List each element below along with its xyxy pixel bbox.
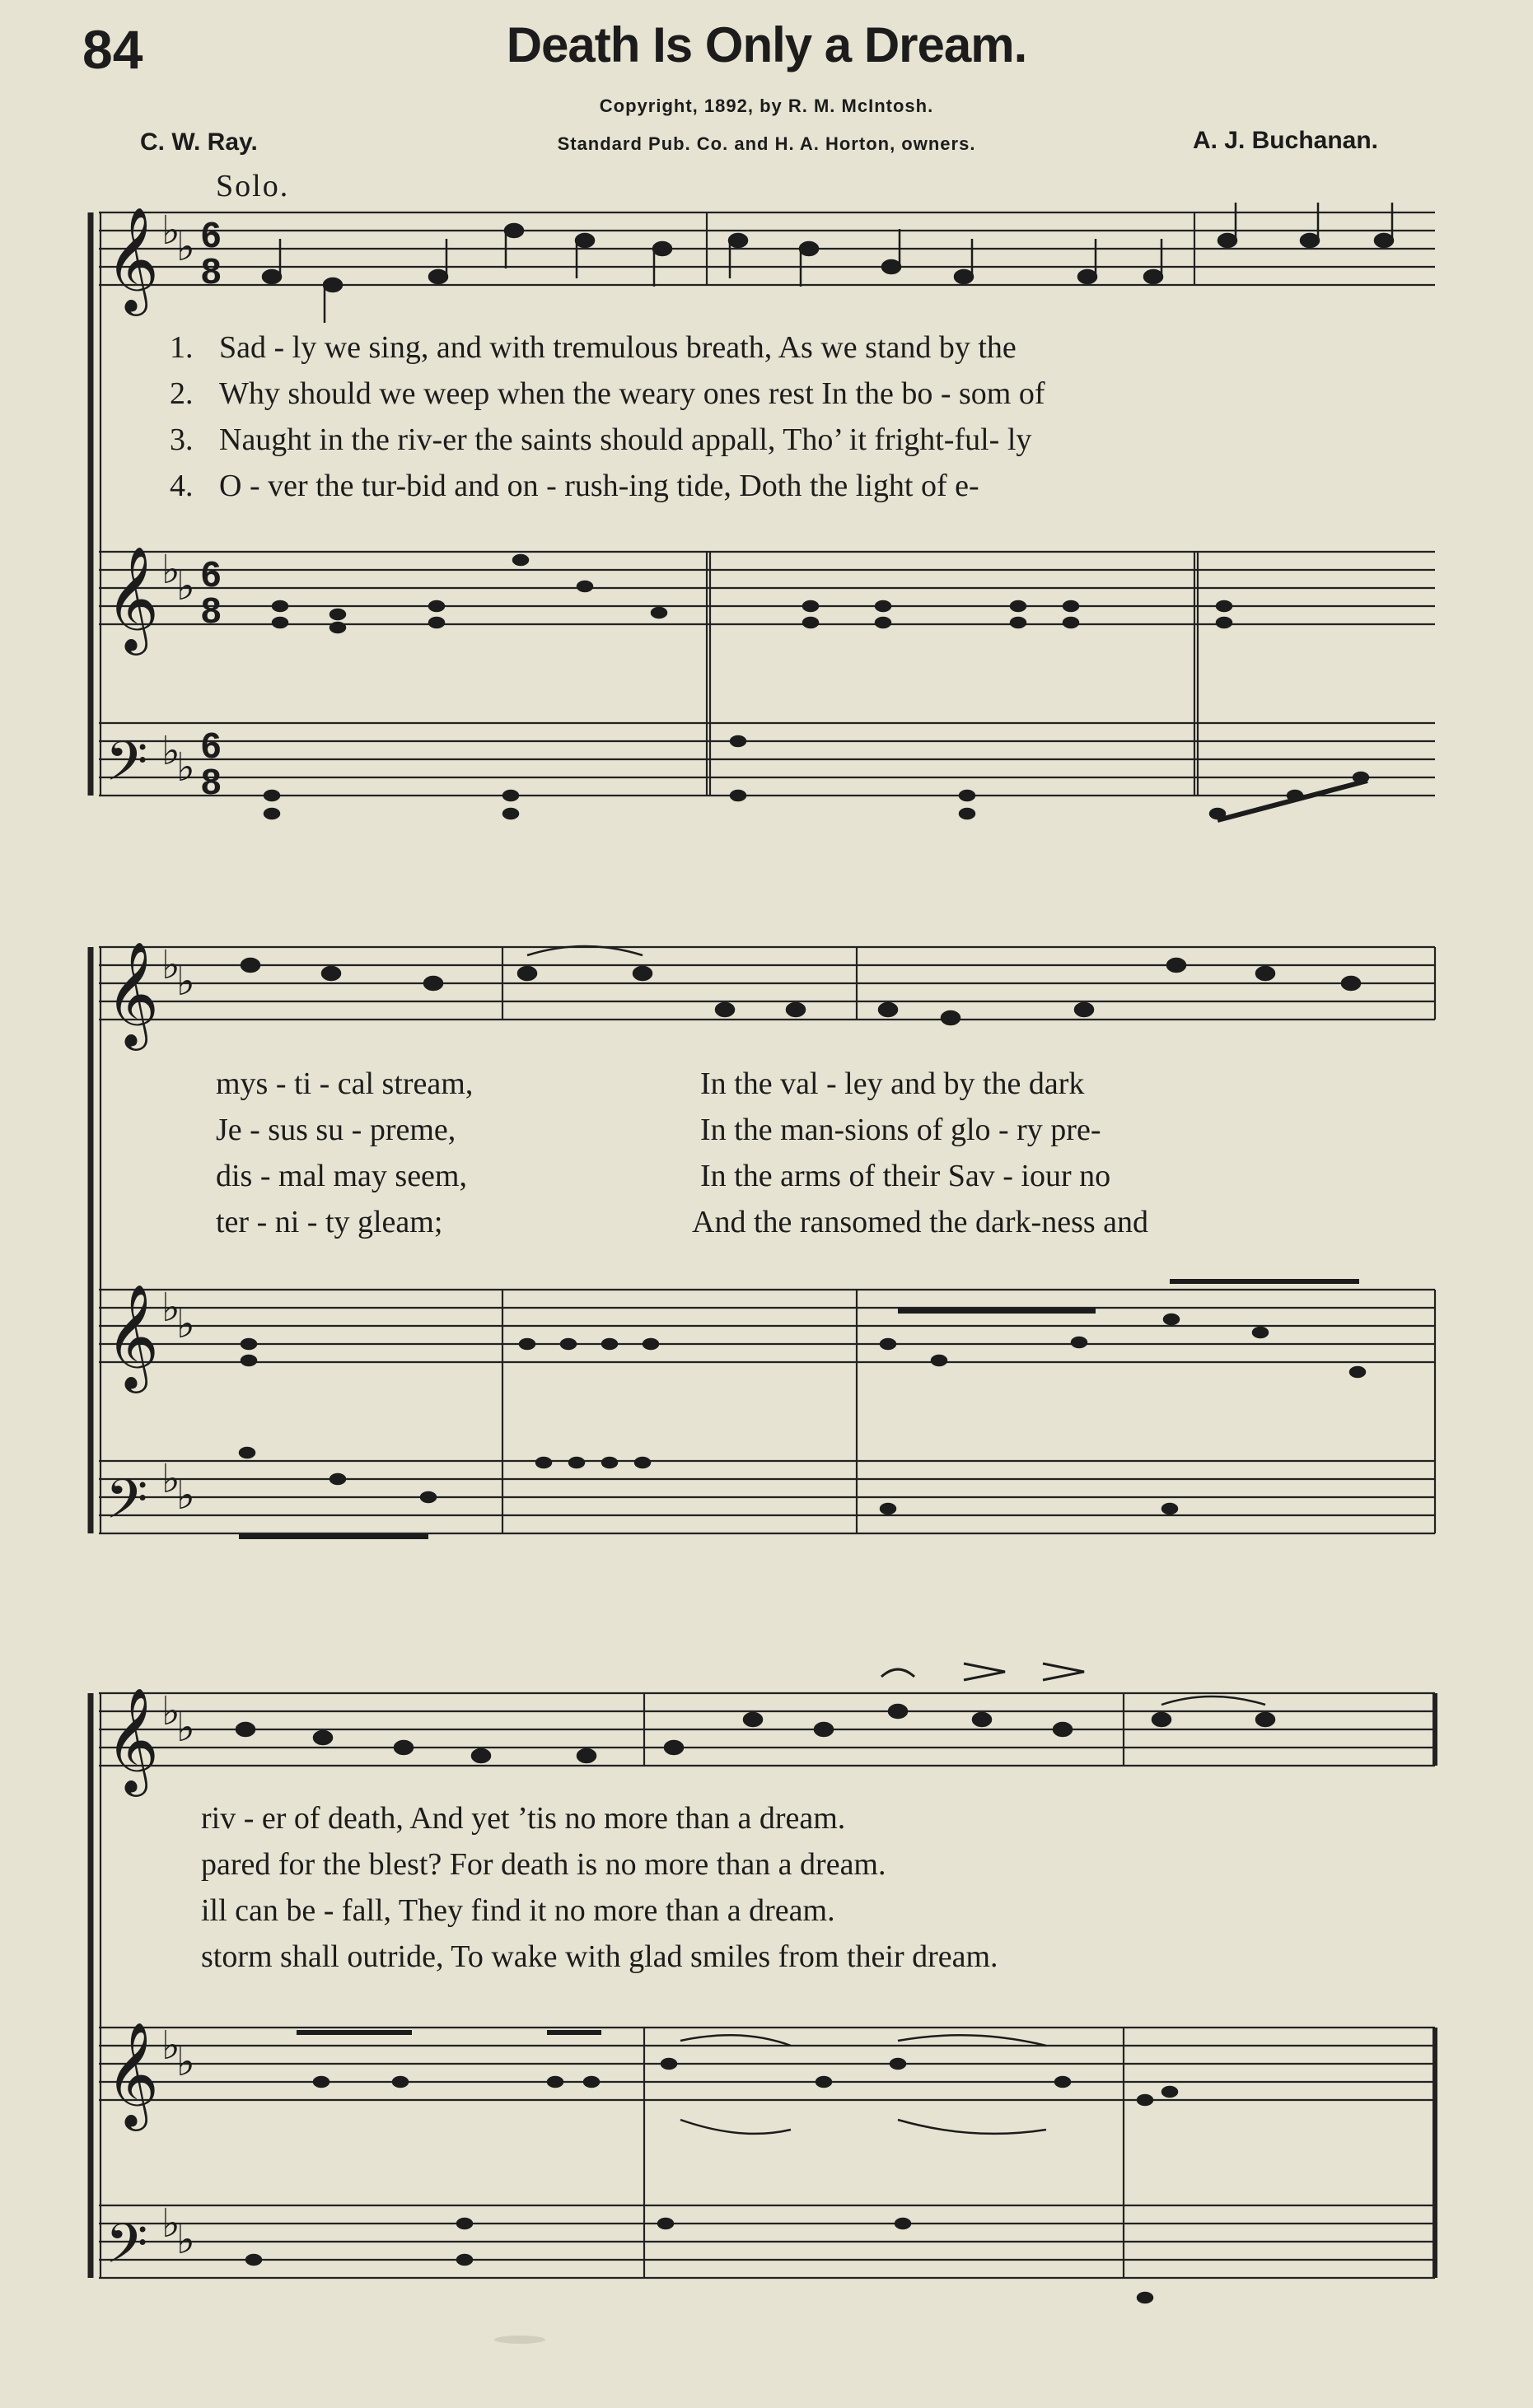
svg-text:♭: ♭ bbox=[161, 1285, 180, 1331]
svg-text:♭: ♭ bbox=[176, 959, 195, 1005]
svg-text:♭: ♭ bbox=[161, 547, 180, 593]
svg-text:8: 8 bbox=[201, 590, 222, 631]
svg-text:8: 8 bbox=[201, 251, 222, 292]
svg-text:♭: ♭ bbox=[176, 744, 195, 791]
staff-system3-melody bbox=[99, 1693, 1435, 1766]
verse-line bbox=[170, 468, 1414, 504]
copyright-notice: Copyright, 1892, by R. M. McIntosh. bbox=[599, 96, 934, 116]
verse-line: riv - er of death, And yet ’tis no more than a dream. bbox=[201, 1801, 846, 1836]
verse-line bbox=[170, 376, 1414, 412]
verse-number: 1. bbox=[170, 330, 194, 365]
verse-line bbox=[170, 329, 1414, 366]
verse-line-left: ter - ni - ty gleam; bbox=[216, 1205, 443, 1239]
staff-system2-melody bbox=[99, 947, 1435, 1020]
svg-text:𝄞: 𝄞 bbox=[105, 940, 160, 1046]
hymn-title: Death Is Only a Dream. bbox=[506, 17, 1027, 72]
staff-system1-treble bbox=[99, 552, 1435, 624]
svg-text:♭: ♭ bbox=[176, 1705, 195, 1751]
page-number: 84 bbox=[82, 19, 143, 80]
verse-number: 4. bbox=[170, 469, 194, 503]
verse-text: O - ver the tur-bid and on - rush-ing tide, Doth the light of e- bbox=[219, 469, 979, 503]
verse-text: Sad - ly we sing, and with tremulous breath, As we stand by the bbox=[219, 330, 1017, 365]
verse-line: pared for the blest? For death is no more than a dream. bbox=[201, 1847, 886, 1882]
verse-line bbox=[170, 422, 1414, 458]
page-mark bbox=[494, 2336, 545, 2344]
svg-text:♭: ♭ bbox=[176, 2217, 195, 2263]
svg-text:♭: ♭ bbox=[161, 2023, 180, 2069]
staff-system3-bass bbox=[99, 2205, 1435, 2278]
svg-text:𝄢: 𝄢 bbox=[105, 1468, 148, 1544]
verse-line-left: mys - ti - cal stream, bbox=[216, 1066, 474, 1101]
svg-text:𝄞: 𝄞 bbox=[105, 2021, 160, 2126]
verse-line: storm shall outride, To wake with glad smiles from their dream. bbox=[201, 1939, 998, 1974]
verse-line-right: In the val - ley and by the dark bbox=[700, 1066, 1085, 1101]
verse-line: ill can be - fall, They find it no more than a dream. bbox=[201, 1893, 835, 1928]
verse-line-left: dis - mal may seem, bbox=[216, 1159, 467, 1193]
verse-number: 2. bbox=[170, 376, 194, 411]
svg-text:♭: ♭ bbox=[161, 1688, 180, 1734]
staff-system2-treble bbox=[99, 1290, 1435, 1362]
svg-text:♭: ♭ bbox=[161, 1456, 180, 1502]
lyricist: C. W. Ray. bbox=[140, 128, 258, 156]
svg-text:𝄞: 𝄞 bbox=[105, 1687, 160, 1792]
svg-text:6: 6 bbox=[201, 215, 222, 255]
staff-system2-bass bbox=[99, 1461, 1435, 1533]
svg-text:6: 6 bbox=[201, 554, 222, 595]
svg-text:♭: ♭ bbox=[161, 208, 180, 254]
svg-text:6: 6 bbox=[201, 726, 222, 766]
svg-text:♭: ♭ bbox=[176, 1472, 195, 1519]
verse-line-right: And the ransomed the dark-ness and bbox=[692, 1205, 1149, 1239]
svg-text:♭: ♭ bbox=[176, 2039, 195, 2085]
solo-direction: Solo. bbox=[216, 169, 290, 203]
staff-system1-melody bbox=[99, 212, 1435, 285]
svg-text:𝄞: 𝄞 bbox=[105, 1283, 160, 1388]
svg-text:♭: ♭ bbox=[161, 942, 180, 988]
svg-text:♭: ♭ bbox=[176, 1301, 195, 1347]
svg-text:♭: ♭ bbox=[161, 728, 180, 774]
owners-notice: Standard Pub. Co. and H. A. Horton, owners. bbox=[557, 133, 976, 154]
verse-line-right: In the man-sions of glo - ry pre- bbox=[700, 1113, 1101, 1147]
svg-text:♭: ♭ bbox=[176, 224, 195, 270]
staff-system1-bass bbox=[99, 723, 1435, 796]
verse-line-left: Je - sus su - preme, bbox=[216, 1113, 456, 1147]
verse-text: Naught in the riv-er the saints should appall, Tho’ it fright-ful- ly bbox=[219, 422, 1032, 457]
verse-text: Why should we weep when the weary ones rest In the bo - som of bbox=[219, 376, 1045, 411]
svg-text:𝄞: 𝄞 bbox=[105, 545, 160, 651]
svg-text:♭: ♭ bbox=[161, 2200, 180, 2247]
verse-number: 3. bbox=[170, 422, 194, 457]
verse-line-right: In the arms of their Sav - iour no bbox=[700, 1159, 1111, 1193]
composer: A. J. Buchanan. bbox=[1192, 127, 1378, 154]
svg-text:8: 8 bbox=[201, 762, 222, 802]
svg-text:𝄢: 𝄢 bbox=[105, 730, 148, 806]
svg-text:♭: ♭ bbox=[176, 563, 195, 609]
svg-text:𝄢: 𝄢 bbox=[105, 2212, 148, 2289]
svg-text:𝄞: 𝄞 bbox=[105, 206, 160, 311]
